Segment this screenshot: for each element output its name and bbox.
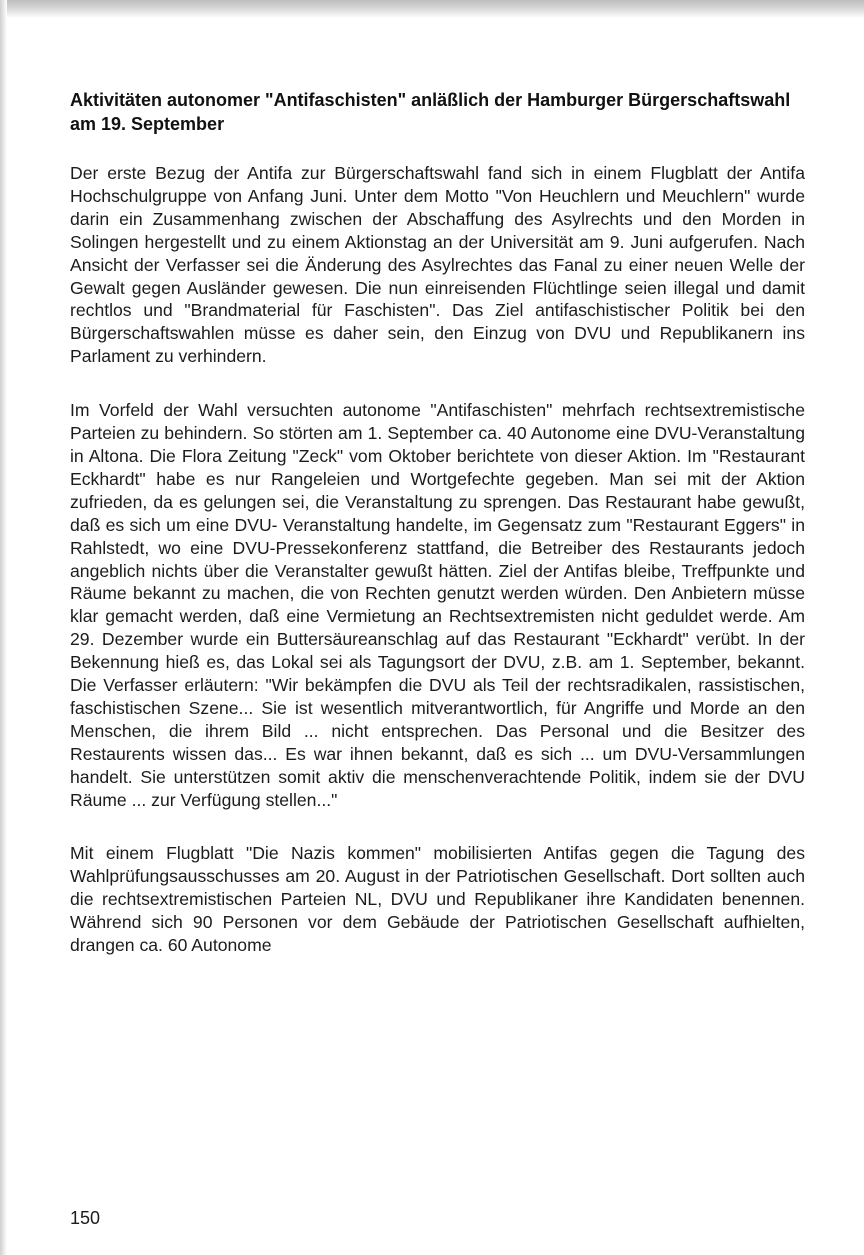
document-title: Aktivitäten autonomer "Antifaschisten" anläßlich der Hamburger Bürgerschaftswahl am 19. September <box>70 90 791 134</box>
page-number: 150 <box>70 1208 101 1228</box>
paragraph-wahlpruefungsausschuss: Mit einem Flugblatt "Die Nazis kommen" mobilisierten Antifas gegen die Tagung des Wahlprüfungsausschusses am 20. August in der Patriotischen Gesellschaft. Dort sollten auch die rechtsextremistischen Parteien NL, DVU und Republikaner ihre Kandidaten benennen. Während sich 90 Personen vor dem Gebäude der Patriotischen Gesellschaft aufhielten, drangen ca. 60 Autonome <box>70 843 805 956</box>
paragraph-dvu-veranstaltung: Im Vorfeld der Wahl versuchten autonome "Antifaschisten" mehrfach rechtsextremistische Parteien zu behindern. So störten am 1. September ca. 40 Autonome eine DVU-Veranstaltung in Altona. Die Flora Zeitung "Zeck" vom Oktober berichtete von dieser Aktion. Im "Restaurant Eckhardt" habe es nur Rangeleien und Wortgefechte gegeben. Man sei mit der Aktion zufrieden, da es gelungen sei, die Veranstaltung zu sprengen. Das Restaurant habe gewußt, daß es sich um eine DVU- Veranstaltung handelte, im Gegensatz zum "Restaurant Eggers" in Rahlstedt, wo eine DVU-Pressekonferenz stattfand, die Betreiber des Restaurants jedoch angeblich nichts über die Veranstalter gewußt hätten. Ziel der Antifas bleibe, Treffpunkte und Räume bekannt zu machen, die von Rechten genutzt werden würden. Den Anbietern müsse klar gemacht werden, daß eine Vermietung an Rechtsextremisten nicht geduldet werde. Am 29. Dezember wurde ein Buttersäureanschlag auf das Restaurant "Eckhardt" verübt. In der Bekennung hieß es, das Lokal sei als Tagungsort der DVU, z.B. am 1. September, bekannt. Die Verfasser erläutern: "Wir bekämpfen die DVU als Teil der rechtsradikalen, rassistischen, faschistischen Szene... Sie ist wesentlich mitverantwortlich, für Angriffe und Morde an den Menschen, die ihrem Bild ... nicht entsprechen. Das Personal und die Besitzer des Restaurents wissen das... Es war ihnen bekannt, daß es sich ... um DVU-Versammlungen handelt. Sie unterstützen somit aktiv die menschenverachtende Politik, indem sie der DVU Räume ... zur Verfügung stellen..." <box>70 400 805 810</box>
paragraph-antifa-hochschulgruppe: Der erste Bezug der Antifa zur Bürgerschaftswahl fand sich in einem Flugblatt der Antifa Hochschulgruppe von Anfang Juni. Unter dem Motto "Von Heuchlern und Meuchlern" wurde darin ein Zusammenhang zwischen der Abschaffung des Asylrechts und den Morden in Solingen hergestellt und zu einem Aktionstag an der Universität am 9. Juni aufgerufen. Nach Ansicht der Verfasser sei die Änderung des Asylrechtes das Fanal zu einer neuen Welle der Gewalt gegen Ausländer gewesen. Die nun einreisenden Flüchtlinge seien illegal und damit rechtlos und "Brandmaterial für Faschisten". Das Ziel antifaschistischer Politik bei den Bürgerschaftswahlen müsse es daher sein, den Einzug von DVU und Republikanern ins Parlament zu verhindern. <box>70 163 805 367</box>
scan-edge-top <box>0 0 864 18</box>
scan-edge-left <box>0 0 7 1255</box>
document-body <box>70 88 805 988</box>
